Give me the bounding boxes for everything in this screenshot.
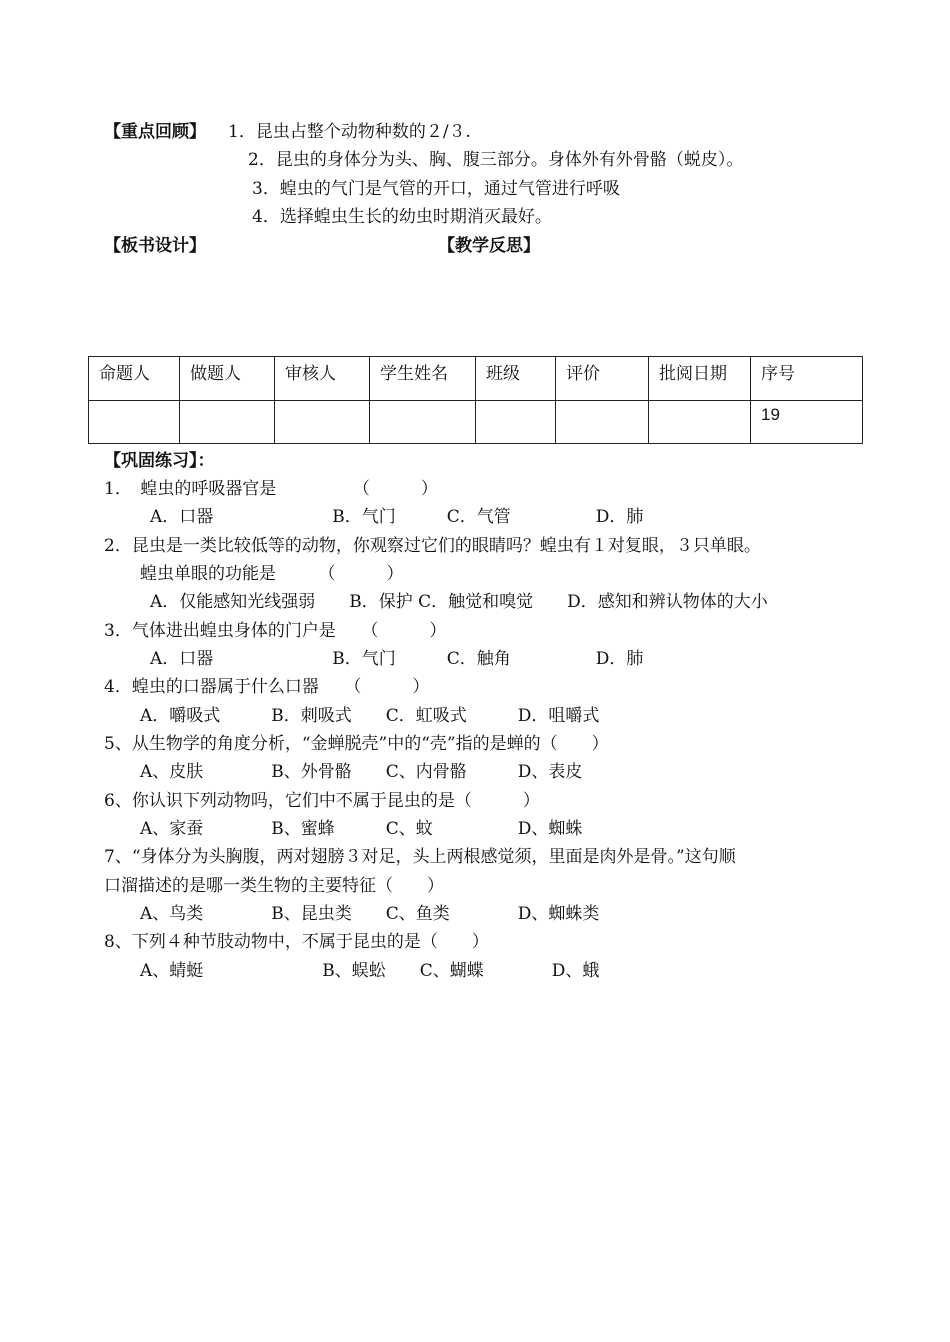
- header-cell-solver: 做题人: [180, 357, 275, 401]
- question-6-options: A、家蚕 B、蜜蜂 C、蚊 D、蜘蛛: [140, 819, 583, 839]
- question-2-options: A．仅能感知光线强弱 B．保护 C．触觉和嗅觉 D．感知和辨认物体的大小: [150, 592, 768, 612]
- question-6: 6、你认识下列动物吗，它们中不属于昆虫的是（ ）: [104, 791, 540, 811]
- table-value-row: [89, 401, 863, 444]
- question-7: 7、“身体分为头胸腹，两对翅膀３对足，头上两根感觉须，里面是肉外是骨。”这句顺: [104, 847, 736, 867]
- value-cell-class: [476, 401, 556, 444]
- header-cell-reviewer: 审核人: [275, 357, 370, 401]
- header-cell-serial-number: 序号: [751, 357, 863, 401]
- review-heading: 【重点回顾】: [104, 122, 206, 142]
- value-cell-serial-number: 19: [751, 401, 863, 444]
- board-design-heading: 【板书设计】: [104, 236, 206, 256]
- header-cell-setter: 命题人: [89, 357, 180, 401]
- value-cell-reviewer: [275, 401, 370, 444]
- info-table: [88, 356, 863, 444]
- question-7-options: A、鸟类 B、昆虫类 C、鱼类 D、蜘蛛类: [140, 904, 600, 924]
- header-cell-evaluation: 评价: [556, 357, 649, 401]
- question-4-options: A．嚼吸式 B．刺吸式 C．虹吸式 D．咀嚼式: [140, 706, 600, 726]
- question-1: 1． 蝗虫的呼吸器官是 （ ）: [104, 479, 438, 499]
- review-item-3: 3．蝗虫的气门是气管的开口，通过气管进行呼吸: [252, 179, 620, 199]
- question-8: 8、下列４种节肢动物中，不属于昆虫的是（ ）: [104, 932, 489, 952]
- question-8-options: A、蜻蜓 B、蜈蚣 C、蝴蝶 D、蛾: [140, 961, 600, 981]
- question-2-continued: 蝗虫单眼的功能是 （ ）: [140, 564, 404, 584]
- question-7-continued: 口溜描述的是哪一类生物的主要特征（ ）: [104, 876, 444, 896]
- question-2: 2．昆虫是一类比较低等的动物，你观察过它们的眼睛吗？蝗虫有１对复眼，３只单眼。: [104, 536, 761, 556]
- practice-heading: 【巩固练习】：: [104, 451, 215, 471]
- value-cell-setter: [89, 401, 180, 444]
- question-4: 4．蝗虫的口器属于什么口器 （ ）: [104, 677, 430, 697]
- question-5-options: A、皮肤 B、外骨骼 C、内骨骼 D、表皮: [140, 762, 583, 782]
- question-3-options: A．口器 B．气门 C．触角 D．肺: [150, 649, 644, 669]
- question-5: 5、从生物学的角度分析，“金蝉脱壳”中的“壳”指的是蝉的（ ）: [104, 734, 609, 754]
- header-cell-class: 班级: [476, 357, 556, 401]
- review-item-2: 2．昆虫的身体分为头、胸、腹三部分。身体外有外骨骼（蜕皮）。: [248, 150, 744, 170]
- question-3: 3．气体进出蝗虫身体的门户是 （ ）: [104, 621, 447, 641]
- value-cell-student-name: [370, 401, 476, 444]
- review-item-1: 1．昆虫占整个动物种数的２/３.: [228, 122, 471, 142]
- value-cell-evaluation: [556, 401, 649, 444]
- table-header-row: [89, 357, 863, 401]
- question-1-options: A．口器 B．气门 C．气管 D．肺: [150, 507, 644, 527]
- review-item-4: 4．选择蝗虫生长的幼虫时期消灭最好。: [252, 207, 552, 227]
- value-cell-marking-date: [649, 401, 751, 444]
- header-cell-marking-date: 批阅日期: [649, 357, 751, 401]
- value-cell-solver: [180, 401, 275, 444]
- header-cell-student-name: 学生姓名: [370, 357, 476, 401]
- teaching-reflection-heading: 【教学反思】: [438, 236, 540, 256]
